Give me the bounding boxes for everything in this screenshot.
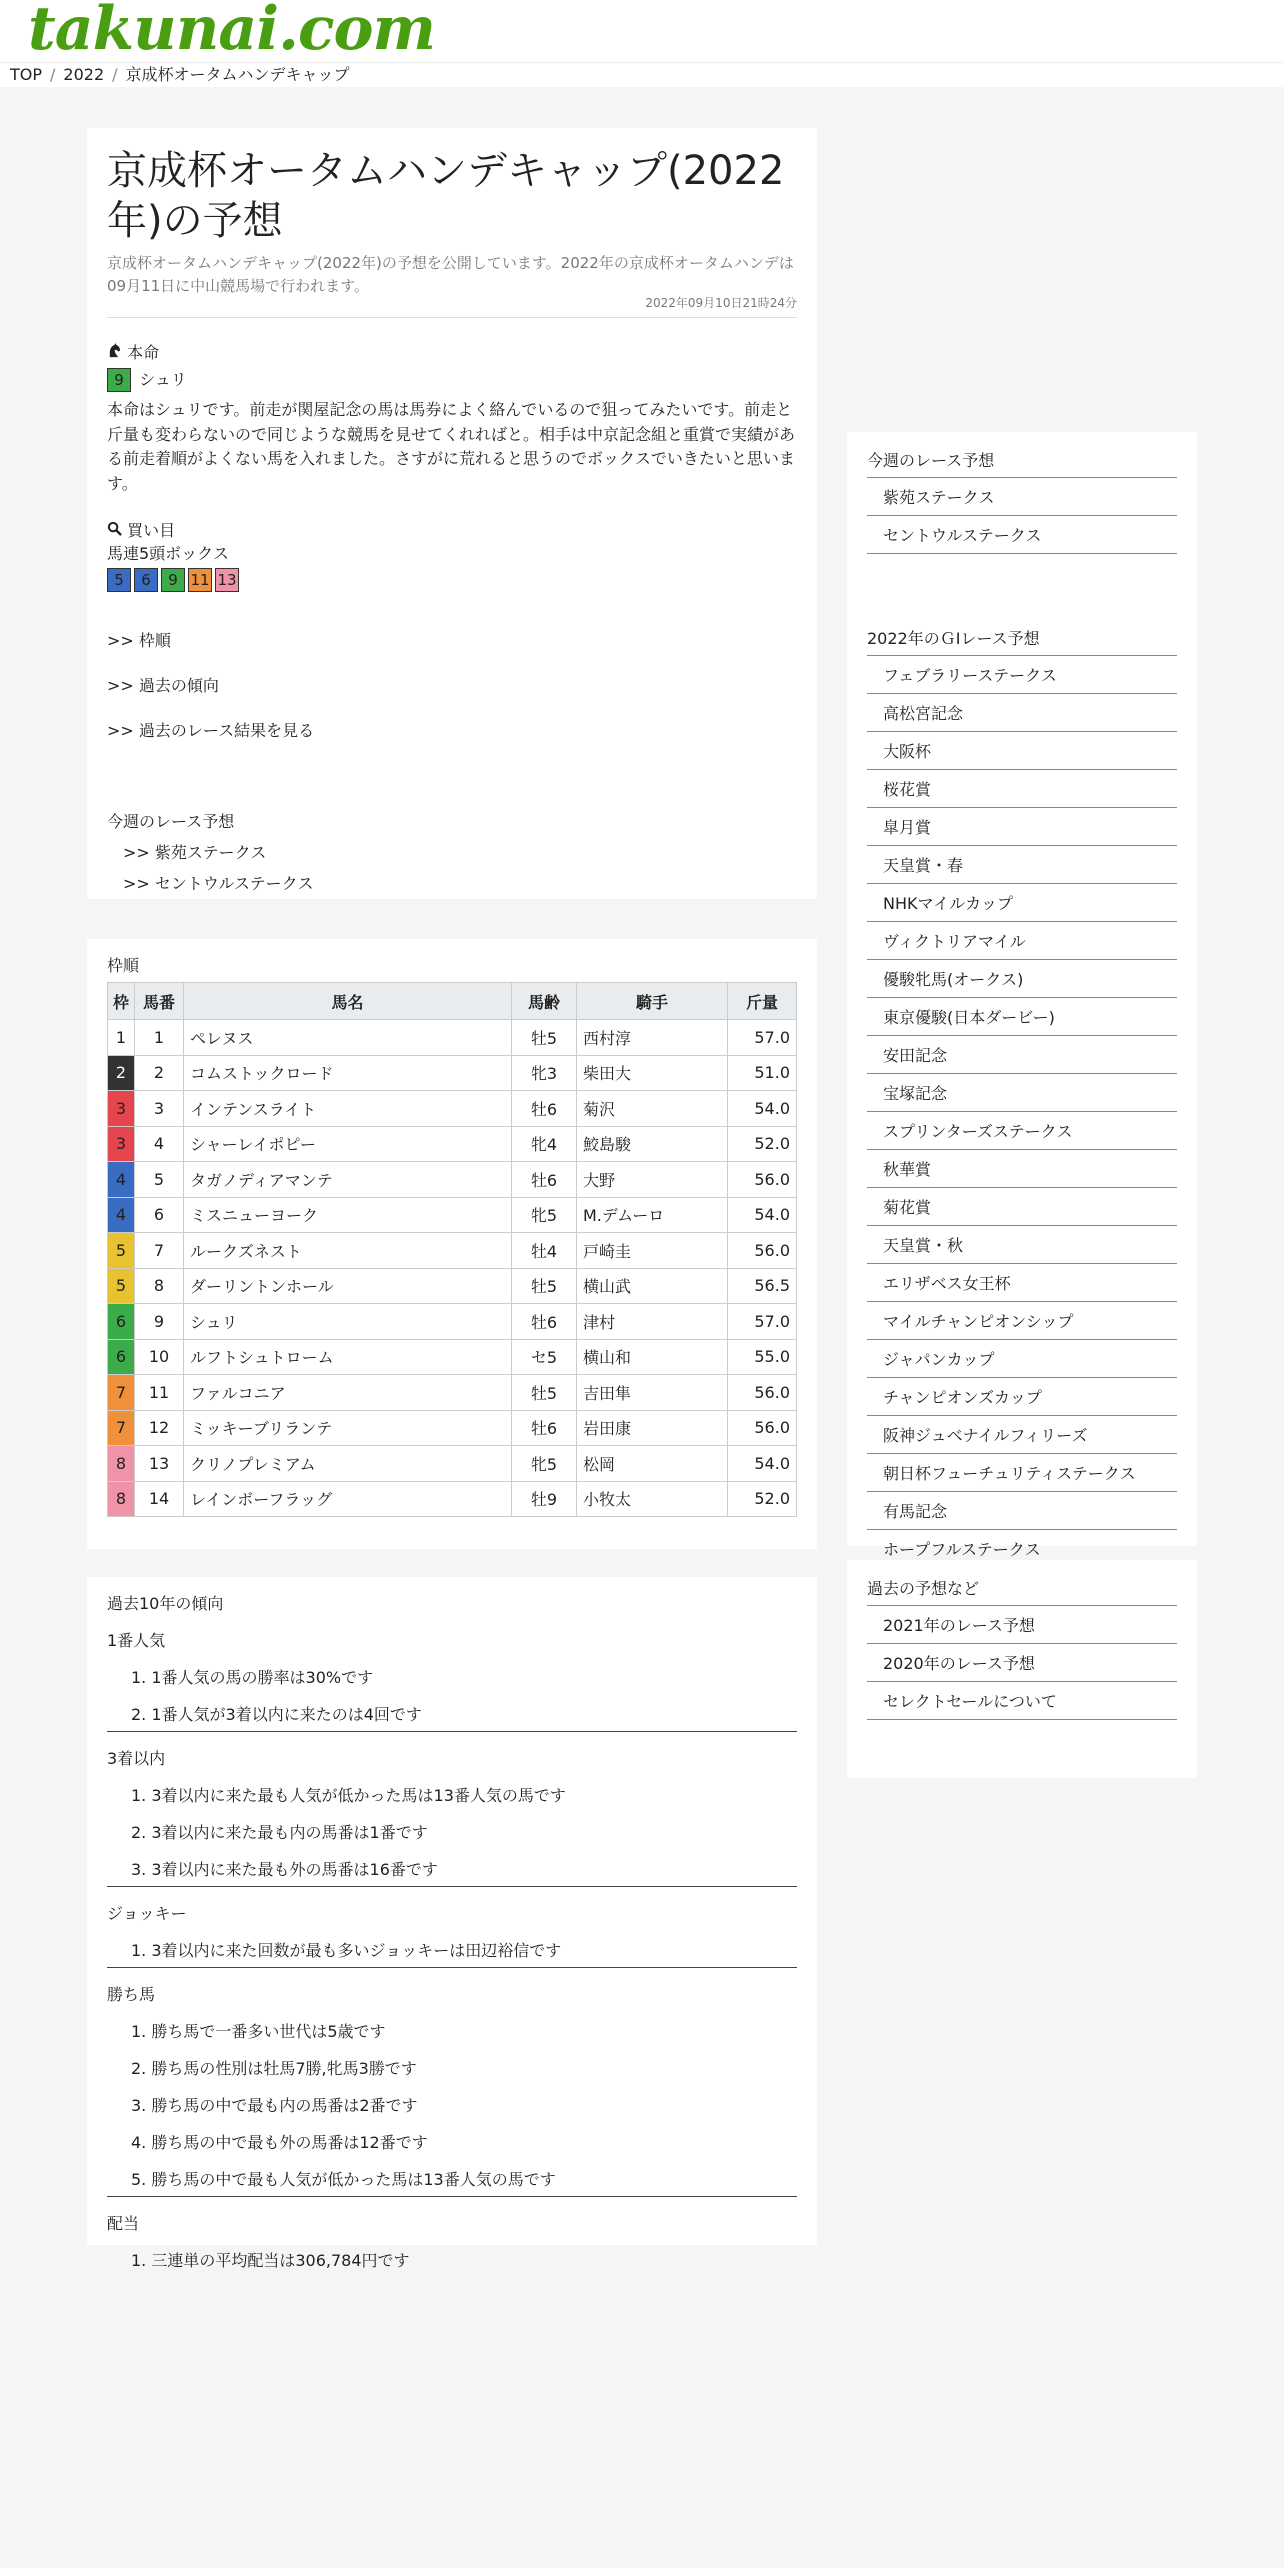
table-row xyxy=(108,1375,797,1411)
sidebar-item[interactable] xyxy=(867,1074,1177,1112)
waku-cell: 7 xyxy=(108,1375,135,1411)
sidebar-item-link[interactable]: 秋華賞 xyxy=(883,1160,932,1179)
sidebar-item-link[interactable]: 菊花賞 xyxy=(883,1198,932,1217)
trend-item: 1. 3着以内に来た回数が最も多いジョッキーは田辺裕信です xyxy=(131,1941,562,1960)
horse-age: 牡6 xyxy=(512,1091,577,1127)
table-row xyxy=(108,1233,797,1269)
sidebar-item-link[interactable]: 天皇賞・秋 xyxy=(883,1236,964,1255)
horse-age: 牡6 xyxy=(512,1162,577,1198)
waku-cell: 1 xyxy=(108,1020,135,1056)
sidebar-item-link[interactable]: エリザベス女王杯 xyxy=(883,1274,1011,1293)
link-waku[interactable]: >> 枠順 xyxy=(107,631,171,650)
sidebar-item-link[interactable]: セレクトセールについて xyxy=(883,1692,1057,1711)
table-row xyxy=(108,1055,797,1091)
this-week-link-centaur[interactable]: >> セントウルステークス xyxy=(123,874,314,893)
divider xyxy=(107,1731,797,1732)
breadcrumb-separator: / xyxy=(50,65,56,84)
horse-age: セ5 xyxy=(512,1339,577,1375)
waku-cell: 6 xyxy=(108,1339,135,1375)
sidebar-item[interactable] xyxy=(867,1454,1177,1492)
sidebar-item[interactable] xyxy=(867,1302,1177,1340)
horse-age: 牡5 xyxy=(512,1375,577,1411)
horse-number: 12 xyxy=(135,1410,184,1446)
sidebar-item-link[interactable]: NHKマイルカップ xyxy=(883,894,1014,913)
horse-number: 11 xyxy=(135,1375,184,1411)
horse-number: 2 xyxy=(135,1055,184,1091)
site-header xyxy=(0,0,1284,62)
sidebar-item[interactable] xyxy=(867,846,1177,884)
trend-item: 2. 勝ち馬の性別は牡馬7勝,牝馬3勝です xyxy=(131,2059,417,2078)
entries-card xyxy=(87,939,817,1549)
honmei-label: 本命 xyxy=(127,343,160,362)
weight: 54.0 xyxy=(728,1091,797,1127)
weight: 57.0 xyxy=(728,1304,797,1340)
jockey-name: 小牧太 xyxy=(577,1481,728,1517)
weight: 56.0 xyxy=(728,1410,797,1446)
horse-age: 牝4 xyxy=(512,1126,577,1162)
horse-number: 14 xyxy=(135,1481,184,1517)
this-week-card xyxy=(87,795,817,899)
sidebar-item-link[interactable]: 天皇賞・春 xyxy=(883,856,964,875)
sidebar-item[interactable] xyxy=(867,1492,1177,1530)
sidebar-item-link[interactable]: マイルチャンピオンシップ xyxy=(883,1312,1074,1331)
sidebar-g1-title: 2022年のＧⅠレース予想 xyxy=(867,626,1177,656)
sidebar-item[interactable] xyxy=(867,1682,1177,1720)
horse-name: ミスニューヨーク xyxy=(184,1197,512,1233)
sidebar-item-link[interactable]: スプリンターズステークス xyxy=(883,1122,1073,1141)
col-num: 馬番 xyxy=(135,983,184,1020)
table-row xyxy=(108,1446,797,1482)
sidebar-item-link[interactable]: 阪神ジュベナイルフィリーズ xyxy=(883,1426,1088,1445)
sidebar-item[interactable] xyxy=(867,960,1177,998)
horse-age: 牝5 xyxy=(512,1446,577,1482)
waku-cell: 7 xyxy=(108,1410,135,1446)
horse-number: 13 xyxy=(135,1446,184,1482)
horse-number: 10 xyxy=(135,1339,184,1375)
sidebar-item[interactable] xyxy=(867,1340,1177,1378)
trend-item: 1. 勝ち馬で一番多い世代は5歳です xyxy=(131,2022,386,2041)
link-past-results[interactable]: >> 過去のレース結果を見る xyxy=(107,721,315,740)
jockey-name: 松岡 xyxy=(577,1446,728,1482)
trend-heading: 3着以内 xyxy=(107,1749,166,1768)
breadcrumb-current: 京成杯オータムハンデキャップ xyxy=(125,65,350,84)
waku-cell: 8 xyxy=(108,1446,135,1482)
sidebar-item-link[interactable]: 高松宮記念 xyxy=(883,704,964,723)
trend-item: 4. 勝ち馬の中で最も外の馬番は12番です xyxy=(131,2133,428,2152)
waku-cell: 5 xyxy=(108,1233,135,1269)
horse-name: シャーレイポピー xyxy=(184,1126,512,1162)
sidebar-item-link[interactable]: 紫苑ステークス xyxy=(883,488,995,507)
sidebar-g1-card xyxy=(847,610,1197,1559)
kaime-heading xyxy=(107,518,797,541)
jockey-name: 吉田隼 xyxy=(577,1375,728,1411)
search-icon xyxy=(107,521,122,540)
jockey-name: 横山武 xyxy=(577,1268,728,1304)
trends-card xyxy=(87,1577,817,2270)
horse-age: 牡5 xyxy=(512,1268,577,1304)
trend-item: 3. 勝ち馬の中で最も内の馬番は2番です xyxy=(131,2096,418,2115)
sidebar-item[interactable] xyxy=(867,1036,1177,1074)
sidebar-item-link[interactable]: 有馬記念 xyxy=(883,1502,948,1521)
horse-name: ルークズネスト xyxy=(184,1233,512,1269)
table-row xyxy=(108,1410,797,1446)
sidebar-item[interactable] xyxy=(867,516,1177,554)
weight: 57.0 xyxy=(728,1020,797,1056)
sidebar-item-link[interactable]: 朝日杯フューチュリティステークス xyxy=(883,1464,1136,1483)
sidebar-past-card xyxy=(847,1560,1197,1778)
horse-name: ダーリントンホール xyxy=(184,1268,512,1304)
jockey-name: 鮫島駿 xyxy=(577,1126,728,1162)
col-weight: 斤量 xyxy=(728,983,797,1020)
page-title: 京成杯オータムハンデキャップ(2022年)の予想 xyxy=(107,148,785,244)
horse-name: タガノディアマンテ xyxy=(184,1162,512,1198)
table-row xyxy=(108,1268,797,1304)
prediction-comment: 本命はシュリです。前走が関屋記念の馬は馬券によく絡んでいるので狙ってみたいです。前走と斤量も変わらないので同じような競馬を見せてくれればと。相手は中京記念組と重賞で実績がある前走着順がよくない馬を入れました。さすがに荒れると思うのでボックスでいきたいと思います。 xyxy=(107,400,796,493)
this-week-title: 今週のレース予想 xyxy=(107,812,235,831)
horse-number: 4 xyxy=(135,1126,184,1162)
honmei-pick xyxy=(107,367,797,392)
jockey-name: 津村 xyxy=(577,1304,728,1340)
sidebar-week-title: 今週のレース予想 xyxy=(867,448,1177,478)
publish-date: 2022年09月10日21時24分 xyxy=(645,296,797,310)
horse-name: ルフトシュトローム xyxy=(184,1339,512,1375)
sidebar-item-link[interactable]: 2021年のレース予想 xyxy=(883,1616,1035,1635)
horse-name: インテンスライト xyxy=(184,1091,512,1127)
horse-age: 牡4 xyxy=(512,1233,577,1269)
horse-age: 牡6 xyxy=(512,1410,577,1446)
table-row xyxy=(108,1304,797,1340)
divider xyxy=(107,1886,797,1887)
trend-item: 3. 3着以内に来た最も外の馬番は16番です xyxy=(131,1860,438,1879)
col-jockey: 騎手 xyxy=(577,983,728,1020)
sidebar-item[interactable] xyxy=(867,998,1177,1036)
sidebar-item[interactable] xyxy=(867,884,1177,922)
breadcrumb-top[interactable]: TOP xyxy=(10,65,43,84)
jockey-name: 横山和 xyxy=(577,1339,728,1375)
horse-age: 牡9 xyxy=(512,1481,577,1517)
sidebar-week-card xyxy=(847,432,1197,614)
horse-name: クリノプレミアム xyxy=(184,1446,512,1482)
weight: 52.0 xyxy=(728,1481,797,1517)
jockey-name: M.デムーロ xyxy=(577,1197,728,1233)
sidebar-item-link[interactable]: ジャパンカップ xyxy=(883,1350,995,1369)
horse-age: 牝3 xyxy=(512,1055,577,1091)
sidebar-item-link[interactable]: 東京優駿(日本ダービー) xyxy=(883,1008,1055,1027)
kaime-type: 馬連5頭ボックス xyxy=(107,544,230,563)
col-name: 馬名 xyxy=(184,983,512,1020)
sidebar-item[interactable] xyxy=(867,1416,1177,1454)
trend-heading: ジョッキー xyxy=(107,1904,187,1923)
divider xyxy=(107,317,797,318)
link-trends[interactable]: >> 過去の傾向 xyxy=(107,676,219,695)
horse-name: ペレヌス xyxy=(184,1020,512,1056)
table-row xyxy=(108,1197,797,1233)
weight: 52.0 xyxy=(728,1126,797,1162)
jockey-name: 大野 xyxy=(577,1162,728,1198)
horse-age: 牡6 xyxy=(512,1304,577,1340)
sidebar-item[interactable] xyxy=(867,1378,1177,1416)
table-header-row xyxy=(108,983,797,1020)
horse-age: 牝5 xyxy=(512,1197,577,1233)
horse-name: ミッキーブリランテ xyxy=(184,1410,512,1446)
trend-item: 1. 3着以内に来た最も人気が低かった馬は13番人気の馬です xyxy=(131,1786,566,1805)
kaime-number: 11 xyxy=(188,568,212,592)
weight: 55.0 xyxy=(728,1339,797,1375)
horse-icon xyxy=(107,343,122,362)
weight: 54.0 xyxy=(728,1446,797,1482)
weight: 56.5 xyxy=(728,1268,797,1304)
sidebar-item[interactable] xyxy=(867,478,1177,516)
table-row xyxy=(108,1162,797,1198)
table-row xyxy=(108,1091,797,1127)
horse-number: 7 xyxy=(135,1233,184,1269)
sidebar-item[interactable] xyxy=(867,1606,1177,1644)
trends-title: 過去10年の傾向 xyxy=(107,1594,224,1613)
waku-cell: 3 xyxy=(108,1091,135,1127)
jockey-name: 柴田大 xyxy=(577,1055,728,1091)
sidebar-item[interactable] xyxy=(867,694,1177,732)
weight: 54.0 xyxy=(728,1197,797,1233)
table-row xyxy=(108,1126,797,1162)
kaime-label: 買い目 xyxy=(127,521,176,540)
entries-title: 枠順 xyxy=(107,956,140,975)
kaime-number: 6 xyxy=(134,568,158,592)
entries-table xyxy=(107,982,797,1517)
sidebar-item-link[interactable]: ホープフルステークス xyxy=(883,1540,1041,1559)
horse-name: コムストックロード xyxy=(184,1055,512,1091)
sidebar-past-title: 過去の予想など xyxy=(867,1576,1177,1606)
sidebar-item-link[interactable]: 大阪杯 xyxy=(883,742,932,761)
trend-heading: 勝ち馬 xyxy=(107,1985,156,2004)
jockey-name: 戸崎圭 xyxy=(577,1233,728,1269)
sidebar-item-link[interactable]: チャンピオンズカップ xyxy=(883,1388,1042,1407)
sidebar-item[interactable] xyxy=(867,732,1177,770)
jockey-name: 岩田康 xyxy=(577,1410,728,1446)
sidebar-item-link[interactable]: フェブラリーステークス xyxy=(883,666,1057,685)
horse-number: 1 xyxy=(135,1020,184,1056)
sidebar-item[interactable] xyxy=(867,1188,1177,1226)
sidebar-item-link[interactable]: 2020年のレース予想 xyxy=(883,1654,1035,1673)
sidebar-item[interactable] xyxy=(867,1264,1177,1302)
col-waku: 枠 xyxy=(108,983,135,1020)
waku-cell: 8 xyxy=(108,1481,135,1517)
horse-number: 5 xyxy=(135,1162,184,1198)
honmei-heading xyxy=(107,340,797,363)
waku-cell: 4 xyxy=(108,1197,135,1233)
table-row xyxy=(108,1339,797,1375)
trend-item: 2. 1番人気が3着以内に来たのは4回です xyxy=(131,1705,422,1724)
divider xyxy=(107,1967,797,1968)
col-age: 馬齢 xyxy=(512,983,577,1020)
kaime-numbers xyxy=(107,568,797,592)
sidebar-item[interactable] xyxy=(867,922,1177,960)
horse-name: シュリ xyxy=(184,1304,512,1340)
waku-cell: 2 xyxy=(108,1055,135,1091)
weight: 56.0 xyxy=(728,1233,797,1269)
horse-number: 3 xyxy=(135,1091,184,1127)
waku-cell: 5 xyxy=(108,1268,135,1304)
horse-age: 牡5 xyxy=(512,1020,577,1056)
jockey-name: 西村淳 xyxy=(577,1020,728,1056)
article-lead: 京成杯オータムハンデキャップ(2022年)の予想を公開しています。2022年の京成杯オータムハンデは09月11日に中山競馬場で行われます。 xyxy=(107,254,794,295)
sidebar-item[interactable] xyxy=(867,1150,1177,1188)
trend-heading: 配当 xyxy=(107,2214,140,2233)
table-row xyxy=(108,1020,797,1056)
divider xyxy=(107,2196,797,2197)
sidebar-item-link[interactable]: 皐月賞 xyxy=(883,818,932,837)
waku-cell: 4 xyxy=(108,1162,135,1198)
sidebar-item-link[interactable]: セントウルステークス xyxy=(883,526,1042,545)
trend-item: 1. 三連単の平均配当は306,784円です xyxy=(131,2251,410,2270)
breadcrumb-separator: / xyxy=(112,65,118,84)
kaime-number: 5 xyxy=(107,568,131,592)
sidebar-item-link[interactable]: 優駿牝馬(オークス) xyxy=(883,970,1024,989)
sidebar-item[interactable] xyxy=(867,656,1177,694)
kaime-number: 13 xyxy=(215,568,239,592)
horse-number: 8 xyxy=(135,1268,184,1304)
sidebar-item[interactable] xyxy=(867,1112,1177,1150)
sidebar-item-link[interactable]: 桜花賞 xyxy=(883,780,932,799)
honmei-number: 9 xyxy=(107,368,131,392)
horse-number: 6 xyxy=(135,1197,184,1233)
sidebar-item-link[interactable]: 宝塚記念 xyxy=(883,1084,948,1103)
breadcrumb xyxy=(0,62,1284,87)
weight: 51.0 xyxy=(728,1055,797,1091)
horse-number: 9 xyxy=(135,1304,184,1340)
horse-name: レインボーフラッグ xyxy=(184,1481,512,1517)
trend-heading: 1番人気 xyxy=(107,1631,166,1650)
breadcrumb-year[interactable]: 2022 xyxy=(63,65,105,84)
sidebar-item-link[interactable]: 安田記念 xyxy=(883,1046,948,1065)
sidebar-item[interactable] xyxy=(867,808,1177,846)
honmei-name: シュリ xyxy=(139,370,187,389)
site-logo[interactable]: takunai.com xyxy=(28,0,436,64)
weight: 56.0 xyxy=(728,1375,797,1411)
trend-item: 1. 1番人気の馬の勝率は30%です xyxy=(131,1668,374,1687)
sidebar-item[interactable] xyxy=(867,1226,1177,1264)
trend-item: 2. 3着以内に来た最も内の馬番は1番です xyxy=(131,1823,428,1842)
sidebar-item-link[interactable]: ヴィクトリアマイル xyxy=(883,932,1026,951)
article-card xyxy=(87,128,817,804)
horse-name: ファルコニア xyxy=(184,1375,512,1411)
weight: 56.0 xyxy=(728,1162,797,1198)
sidebar-item[interactable] xyxy=(867,1644,1177,1682)
jockey-name: 菊沢 xyxy=(577,1091,728,1127)
trend-item: 5. 勝ち馬の中で最も人気が低かった馬は13番人気の馬です xyxy=(131,2170,556,2189)
waku-cell: 3 xyxy=(108,1126,135,1162)
waku-cell: 6 xyxy=(108,1304,135,1340)
kaime-number: 9 xyxy=(161,568,185,592)
table-row xyxy=(108,1481,797,1517)
sidebar-item[interactable] xyxy=(867,770,1177,808)
this-week-link-shion[interactable]: >> 紫苑ステークス xyxy=(123,843,267,862)
